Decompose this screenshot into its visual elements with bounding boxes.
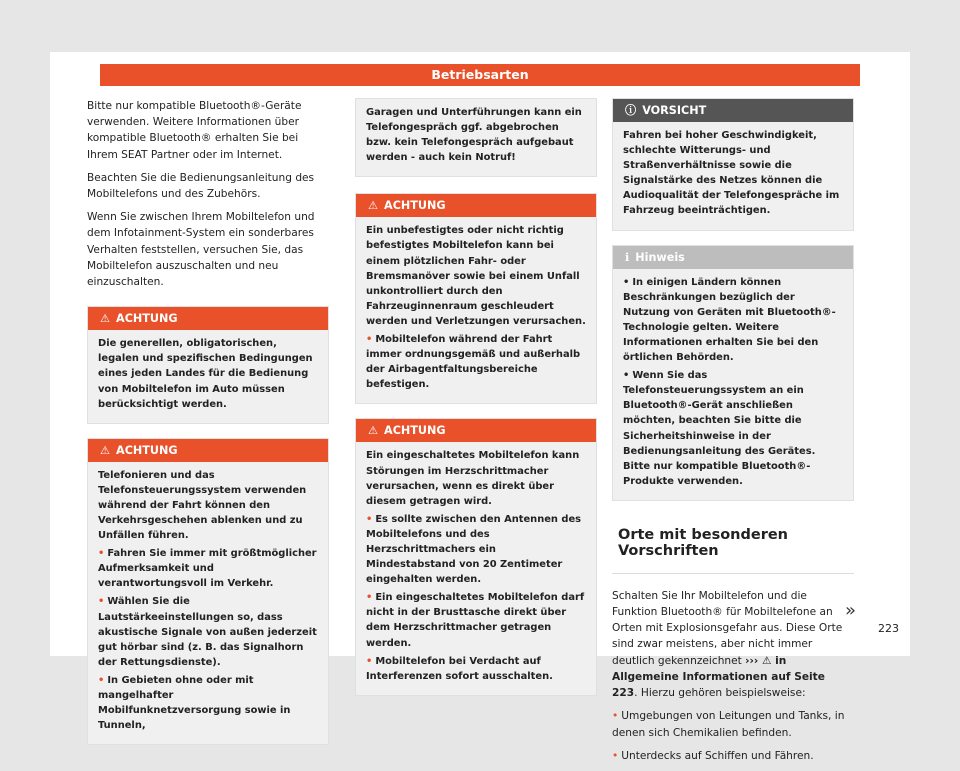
warning-title: ACHTUNG: [384, 199, 446, 213]
warning-box-continued: [355, 98, 597, 177]
warning-header: [88, 307, 328, 330]
list-item: • Mobiltelefon während der Fahrt immer ordnungsgemäß und außerhalb der Airbagentfaltungsbereiche befestigen.: [366, 334, 581, 391]
warning-text: Garagen und Unterführungen kann ein Telefongespräch ggf. abgebrochen bzw. kein Telefongespräch aufgebaut werden - auch kein Notruf!: [366, 107, 582, 164]
warning-triangle-icon: ⚠: [100, 312, 111, 326]
note-header: [613, 246, 853, 269]
column-2: [355, 98, 597, 710]
paragraph: Wenn Sie zwischen Ihrem Mobiltelefon und dem Infotainment-System ein sonderbares Verhalten feststellen, versuchen Sie, das Mobiltelefon auszuschalten und neu einzuschalten.: [87, 211, 315, 289]
warning-triangle-icon: ⚠: [100, 443, 111, 457]
list-item: • Wählen Sie die Lautstärkeeinstellungen so, dass akustische Signale von außen jederzeit gut hörbar sind (z. B. das Signalhorn der Rettungsdienste).: [98, 596, 317, 668]
list-item: • Es sollte zwischen den Antennen des Mobiltelefons und des Herzschrittmachers ein Mindestabstand von 20 Zentimeter eingehalten werden.: [366, 513, 582, 586]
warning-header: [356, 419, 596, 442]
info-circle-icon: ⓘ: [625, 104, 637, 117]
note-title: Hinweis: [635, 250, 685, 264]
caution-header: [613, 99, 853, 122]
warning-title: ACHTUNG: [116, 312, 178, 326]
warning-header: [88, 439, 328, 462]
bullet-icon: •: [98, 548, 105, 560]
column-1: [87, 98, 329, 759]
bullet-icon: •: [612, 710, 619, 723]
bullet-icon: •: [98, 674, 105, 686]
bullet-icon: •: [623, 276, 630, 288]
cross-reference-link[interactable]: ››› ⚠ in Allgemeine Informationen auf Seite 223: [612, 654, 825, 700]
bullet-icon: •: [623, 370, 630, 382]
list-item: • Ein eingeschaltetes Mobiltelefon darf nicht in der Brusttasche direkt über dem Herzschrittmacher getragen werden.: [366, 592, 585, 649]
warning-text: Ein eingeschaltetes Mobiltelefon kann Störungen im Herzschrittmacher verursachen, wenn es direkt über diesem getragen wird.: [366, 450, 580, 507]
list-item: • In einigen Ländern können Beschränkungen bezüglich der Nutzung von Geräten mit Bluetooth®-Technologie gelten. Weitere Informationen erhalten Sie bei den örtlichen Behörden.: [623, 276, 836, 364]
info-square-icon: ℹ: [625, 250, 630, 264]
continue-arrow-icon: »: [845, 600, 857, 621]
list-item: • Wenn Sie das Telefonsteuerungssystem an ein Bluetooth®-Gerät anschließen möchten, beachten Sie bitte die Sicherheitshinweise in der Bedienungsanleitung des Gerätes. Bitte nur kompatible Bluetooth®-Produkte verwenden.: [623, 370, 816, 487]
bullet-icon: •: [366, 655, 373, 667]
warning-title: ACHTUNG: [384, 424, 446, 438]
bullet-icon: •: [366, 592, 373, 604]
bullet-icon: •: [366, 334, 373, 346]
caution-text: Fahren bei hoher Geschwindigkeit, schlechte Witterungs- und Straßenverhältnisse sowie die Signalstärke des Netzes können die Audioqualität der Telefongespräche im Fahrzeug beeinträchtigen.: [623, 130, 840, 217]
bullet-icon: •: [612, 749, 619, 762]
warning-title: ACHTUNG: [116, 443, 178, 457]
caution-box: [612, 98, 854, 231]
warning-triangle-icon: ⚠: [368, 424, 379, 438]
warning-box: [87, 438, 329, 746]
page-number: 223: [878, 622, 899, 635]
warning-box: [355, 193, 597, 404]
list-item: • Fahren Sie immer mit größtmöglicher Aufmerksamkeit und verantwortungsvoll im Verkehr.: [98, 548, 317, 590]
list-item: • Unterdecks auf Schiffen und Fähren.: [612, 749, 814, 762]
list-item: • Mobiltelefon bei Verdacht auf Interferenzen sofort ausschalten.: [366, 655, 553, 682]
section-header: Betriebsarten: [100, 64, 860, 86]
paragraph: Bitte nur kompatible Bluetooth®-Geräte verwenden. Weitere Informationen über kompatible Bluetooth® erhalten Sie bei Ihrem SEAT Partner oder im Internet.: [87, 100, 302, 161]
section-title: Orte mit besonderen Vorschriften: [618, 526, 788, 559]
warning-box: [87, 306, 329, 423]
warning-text: Telefonieren und das Telefonsteuerungssystem verwenden während der Fahrt können den Verkehrsgeschehen ablenken und zu Unfällen führen.: [98, 469, 307, 542]
bullet-icon: •: [366, 513, 373, 525]
note-box: [612, 245, 854, 501]
list-item: • Umgebungen von Leitungen und Tanks, in denen sich Chemikalien befinden.: [612, 710, 845, 739]
column-3: [612, 98, 857, 771]
section-heading-wrap: [612, 527, 854, 574]
warning-header: [356, 194, 596, 217]
warning-text: Ein unbefestigtes oder nicht richtig befestigtes Mobiltelefon kann bei einem plötzlichen Fahr- oder Bremsmanöver sowie bei einem Unfall unkontrolliert durch den Fahrzeuginnenraum geschleudert werden und Verletzungen verursachen.: [366, 225, 586, 327]
paragraph: Schalten Sie Ihr Mobiltelefon und die Funktion Bluetooth® für Mobiltelefone an Orten mit Explosionsgefahr aus. Diese Orte sind zwar meistens, aber nicht immer deutlich gekennzeichnet ››› ⚠ in Allgemeine Informationen auf Seite 223. Hierzu gehören beispielsweise:: [612, 589, 843, 700]
caution-title: VORSICHT: [642, 104, 707, 117]
bullet-icon: •: [98, 596, 105, 608]
warning-text: Die generellen, obligatorischen, legalen und spezifischen Bedingungen eines jeden Landes für die Bedienung von Mobiltelefon im Auto müssen berücksichtigt werden.: [98, 338, 313, 410]
warning-triangle-icon: ⚠: [368, 199, 379, 213]
list-item: • In Gebieten ohne oder mit mangelhafter Mobilfunknetzversorgung sowie in Tunneln,: [98, 674, 291, 732]
paragraph: Beachten Sie die Bedienungsanleitung des Mobiltelefons und des Zubehörs.: [87, 171, 315, 201]
warning-box: [355, 418, 597, 695]
